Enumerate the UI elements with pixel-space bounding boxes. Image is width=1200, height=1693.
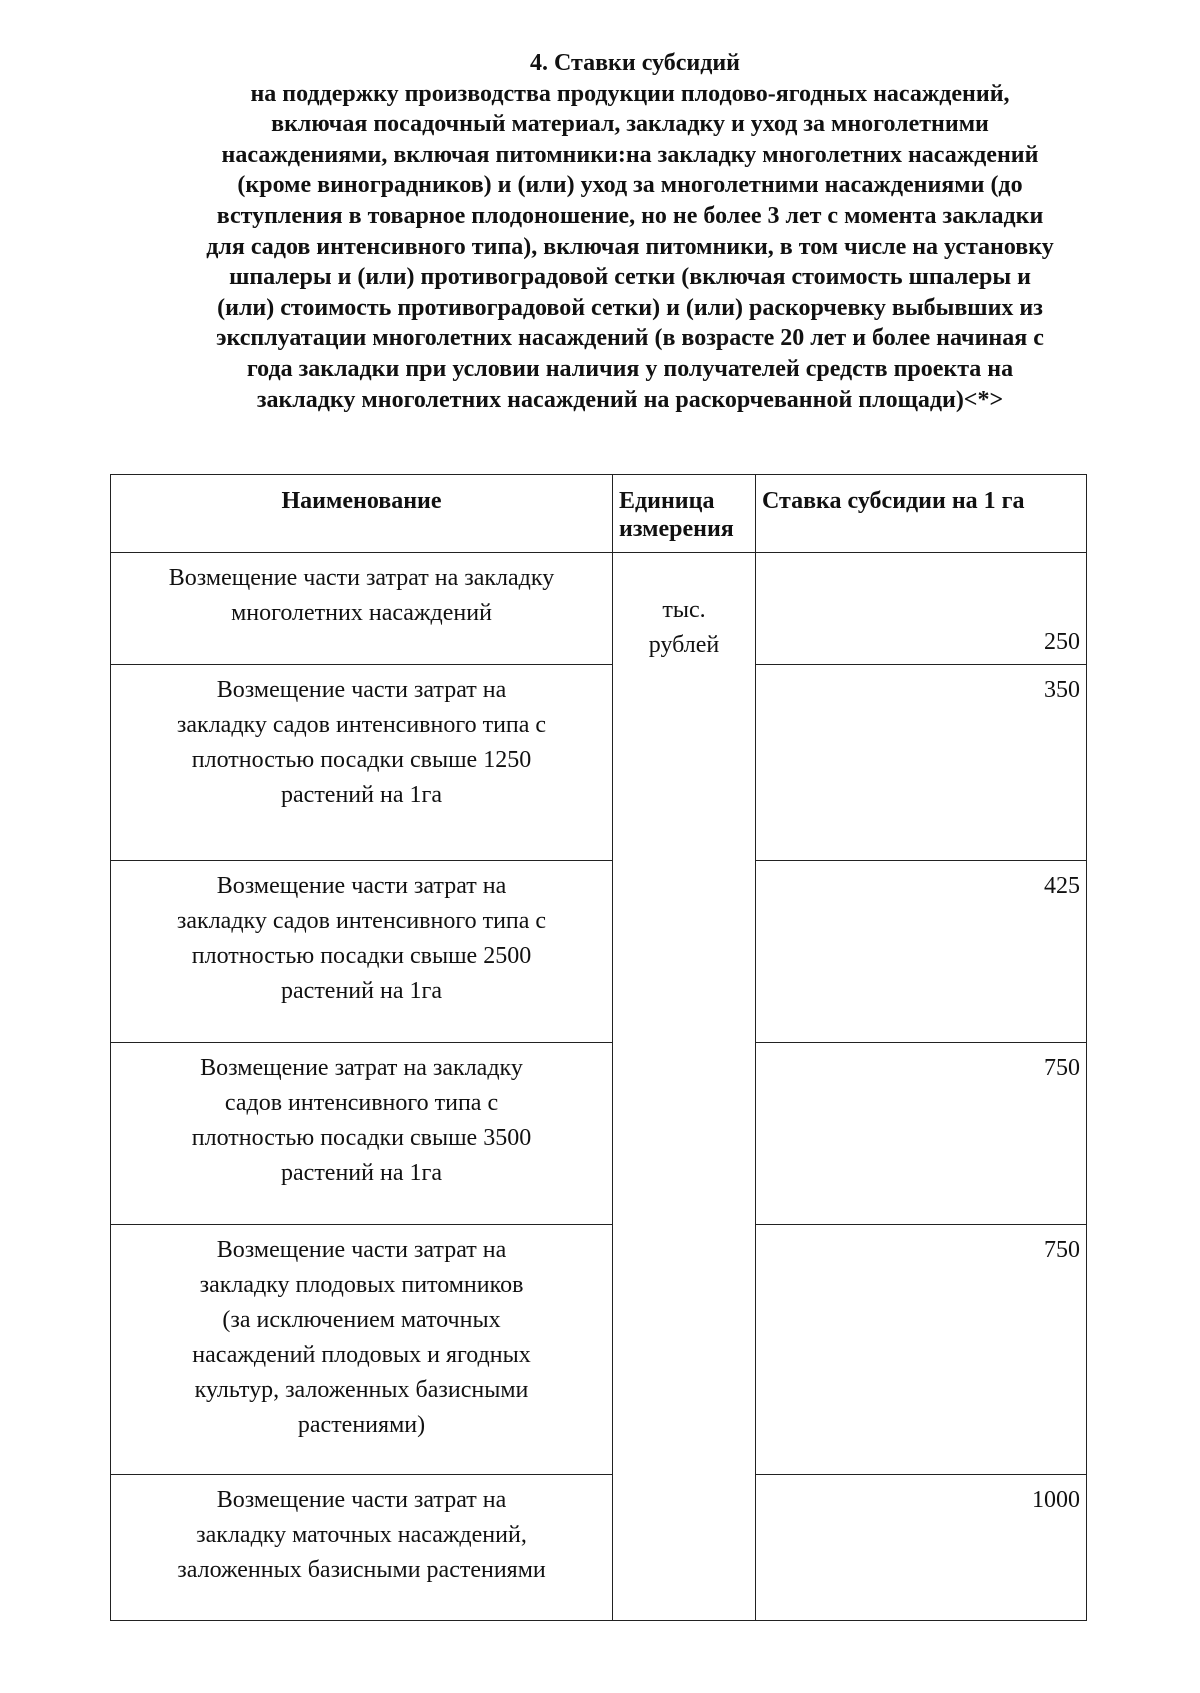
row-name-line: закладку плодовых питомников	[199, 1272, 524, 1298]
heading-line: года закладки при условии наличия у получателей средств проекта на	[246, 355, 1014, 382]
heading-line: (кроме виноградников) и (или) уход за многолетними насаждениями (до	[237, 172, 1023, 199]
row-rate-cell: 425	[756, 861, 1087, 1043]
heading-line: шпалеры и (или) противоградовой сетки (включая стоимость шпалеры и	[229, 264, 1031, 291]
row-name-line: Возмещение затрат на закладку	[200, 1055, 523, 1081]
row-rate-cell: 350	[756, 665, 1087, 861]
row-name-line: многолетних насаждений	[231, 600, 492, 626]
unit-line2: рублей	[648, 632, 720, 658]
heading-line: закладку многолетних насаждений на раскорчеванной площади)<*>	[256, 386, 1004, 413]
row-name-line: растений на 1га	[281, 782, 442, 808]
table-row	[111, 1475, 1087, 1621]
heading-title: 4. Ставки субсидий	[529, 50, 740, 76]
row-name-line: растениями)	[297, 1412, 426, 1438]
row-name-line: Возмещение части затрат на	[216, 1487, 507, 1513]
row-name-line: Возмещение части затрат на	[216, 873, 507, 899]
table-row	[111, 1225, 1087, 1475]
row-name-line: Возмещение части затрат на закладку	[168, 565, 555, 591]
row-name-line: закладку маточных насаждений,	[196, 1522, 527, 1548]
row-name-line: плотностью посадки свыше 1250	[191, 747, 532, 773]
row-name-cell	[111, 1043, 613, 1225]
heading-line: насаждениями, включая питомники:на закладку многолетних насаждений	[221, 141, 1039, 168]
header-unit-line2: измерения	[619, 516, 734, 542]
row-rate-cell: 1000	[756, 1475, 1087, 1621]
row-name-line: закладку садов интенсивного типа с	[176, 712, 547, 738]
row-name-line: Возмещение части затрат на	[216, 1237, 507, 1263]
heading-line: вступления в товарное плодоношение, но не более 3 лет с момента закладки	[216, 202, 1044, 229]
row-name-line: садов интенсивного типа с	[224, 1090, 499, 1116]
row-name-line: плотностью посадки свыше 2500	[191, 943, 532, 969]
header-rate: Ставка субсидии на 1 га	[756, 475, 1087, 553]
row-name-line: растений на 1га	[281, 1160, 442, 1186]
row-name-cell	[111, 861, 613, 1043]
row-rate-cell: 750	[756, 1225, 1087, 1475]
row-name-line: растений на 1га	[281, 978, 442, 1004]
header-unit	[613, 475, 756, 553]
row-name-line: культур, заложенных базисными	[194, 1377, 529, 1403]
row-name-cell	[111, 1225, 613, 1475]
row-rate-cell: 750	[756, 1043, 1087, 1225]
header-name: Наименование	[111, 475, 613, 553]
row-name-cell	[111, 665, 613, 861]
row-name-cell	[111, 553, 613, 665]
table-row	[111, 861, 1087, 1043]
row-rate-cell: 250	[756, 553, 1087, 665]
heading-line: для садов интенсивного типа), включая питомники, в том числе на установку	[206, 233, 1054, 260]
heading-line: на поддержку производства продукции плодово-ягодных насаждений,	[250, 80, 1010, 107]
row-name-line: Возмещение части затрат на	[216, 677, 507, 703]
heading-line: включая посадочный материал, закладку и уход за многолетними	[271, 111, 989, 138]
unit-cell	[613, 553, 756, 1621]
table-row	[111, 553, 1087, 665]
row-name-cell	[111, 1475, 613, 1621]
row-name-line: заложенных базисными растениями	[177, 1557, 546, 1583]
table-header-row	[111, 475, 1087, 553]
heading-line: эксплуатации многолетних насаждений (в возрасте 20 лет и более начиная с	[216, 325, 1044, 352]
table-row	[111, 665, 1087, 861]
subsidy-rates-table	[110, 474, 1087, 1621]
document-heading	[150, 48, 1110, 415]
row-name-line: насаждений плодовых и ягодных	[192, 1342, 531, 1368]
row-name-line: плотностью посадки свыше 3500	[191, 1125, 532, 1151]
row-name-line: закладку садов интенсивного типа с	[176, 908, 547, 934]
row-name-line: (за исключением маточных	[222, 1307, 501, 1333]
heading-line: (или) стоимость противоградовой сетки) и (или) раскорчевку выбывших из	[217, 294, 1043, 321]
table-row	[111, 1043, 1087, 1225]
header-unit-line1: Единица	[619, 488, 715, 514]
unit-line1: тыс.	[662, 597, 706, 623]
